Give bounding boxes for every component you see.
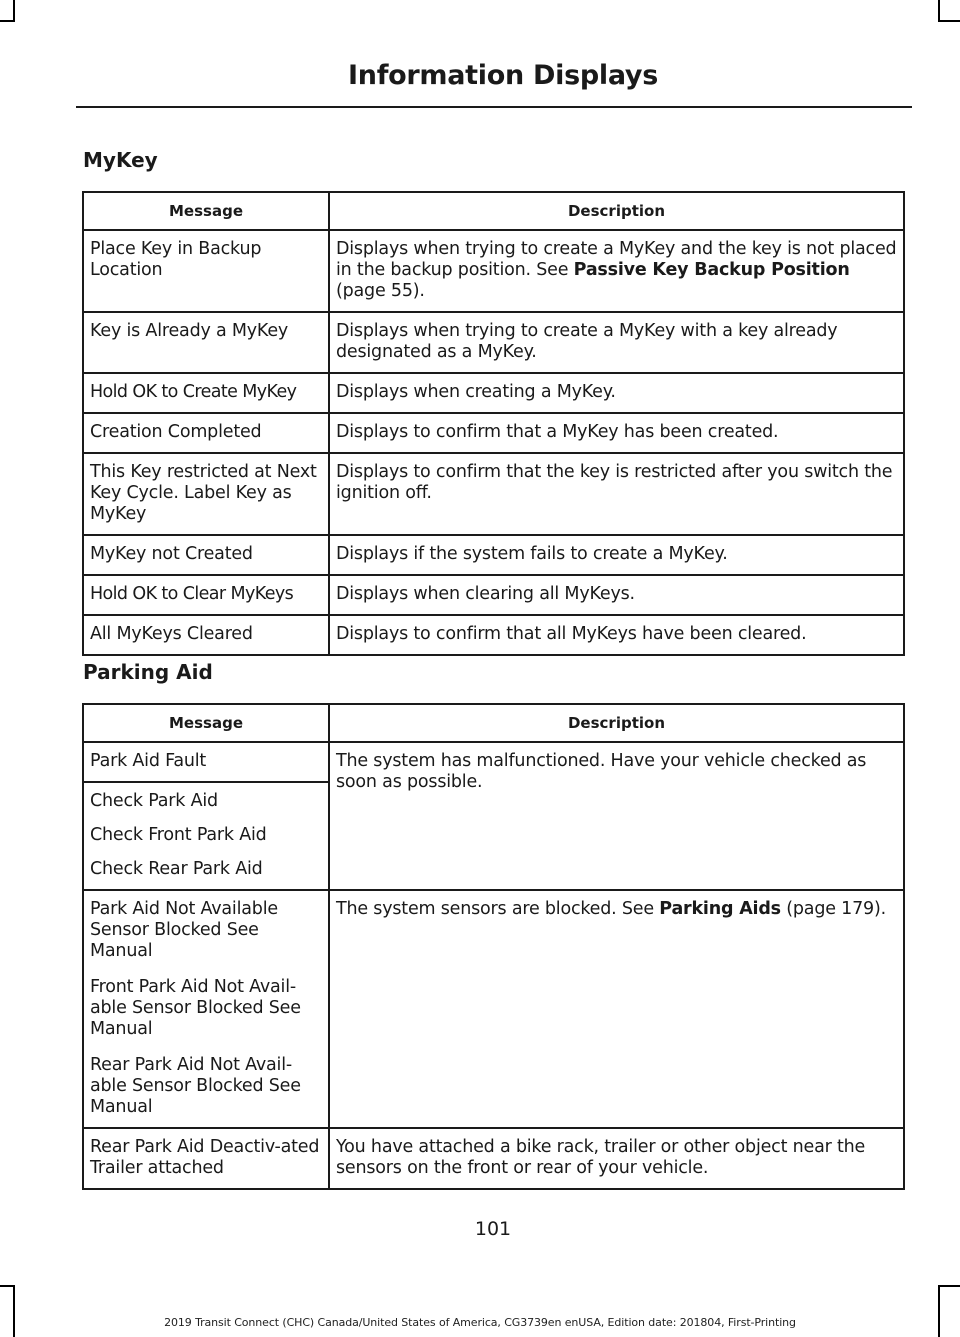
crop-mark-bottom-left-vertical: [13, 1285, 15, 1337]
description-cell: You have attached a bike rack, trailer or other object near the sensors on the front or rear of your vehicle.: [329, 1128, 904, 1189]
crop-mark-top-left-horizontal: [0, 20, 15, 22]
table-header-row: [83, 192, 904, 230]
cross-reference: Parking Aids: [659, 899, 781, 919]
message-cell: Check Rear Park Aid: [83, 851, 329, 890]
mykey-table: [82, 191, 905, 656]
page-reference: (page 179).: [780, 899, 886, 919]
cross-reference: Passive Key Backup Position: [573, 260, 850, 280]
message-line: Rear Park Aid Not Avail-able Sensor Blocked See Manual: [90, 1055, 301, 1117]
message-line: Park Aid Not Available Sensor Blocked See Manual: [90, 899, 278, 961]
description-cell: Displays when clearing all MyKeys.: [329, 575, 904, 615]
table-row: [83, 230, 904, 312]
message-line: Front Park Aid Not Avail-able Sensor Blocked See Manual: [90, 977, 301, 1039]
message-cell: Park Aid Fault: [83, 742, 329, 782]
message-cell: Creation Completed: [83, 413, 329, 453]
message-cell: Hold OK to Clear MyKeys: [83, 575, 329, 615]
message-cell: Check Park Aid: [83, 782, 329, 817]
crop-mark-top-right-vertical: [938, 0, 940, 20]
parking-aid-table: [82, 703, 905, 1190]
message-cell: Place Key in Backup Location: [83, 230, 329, 312]
description-cell: The system has malfunctioned. Have your vehicle checked as soon as possible.: [329, 742, 904, 890]
footer-edition-info: 2019 Transit Connect (CHC) Canada/United States of America, CG3739en enUSA, Edition date: 201804, First-Printing: [164, 1316, 796, 1329]
crop-mark-bottom-right-horizontal: [938, 1285, 960, 1287]
description-cell: Displays to confirm that the key is restricted after you switch the ignition off.: [329, 453, 904, 535]
message-cell: Hold OK to Create MyKey: [83, 373, 329, 413]
header-rule: [76, 106, 912, 108]
table-row: [83, 373, 904, 413]
page-number: 101: [474, 1218, 512, 1240]
column-header-description: Description: [329, 704, 904, 742]
description-cell: Displays if the system fails to create a MyKey.: [329, 535, 904, 575]
table-row: [83, 615, 904, 655]
mykey-heading: MyKey: [83, 148, 158, 172]
crop-mark-bottom-right-vertical: [938, 1285, 940, 1337]
table-row: [83, 312, 904, 373]
message-cell: Rear Park Aid Deactiv-ated Trailer attached: [83, 1128, 329, 1189]
table-header-row: [83, 704, 904, 742]
description-cell: Displays when creating a MyKey.: [329, 373, 904, 413]
column-header-message: Message: [83, 192, 329, 230]
column-header-description: Description: [329, 192, 904, 230]
message-cell: MyKey not Created: [83, 535, 329, 575]
parking-aid-heading: Parking Aid: [83, 660, 213, 684]
message-cell: All MyKeys Cleared: [83, 615, 329, 655]
message-cell: [83, 890, 329, 1128]
table-row: [83, 535, 904, 575]
description-cell: Displays to confirm that a MyKey has been created.: [329, 413, 904, 453]
description-cell: Displays when trying to create a MyKey with a key already designated as a MyKey.: [329, 312, 904, 373]
crop-mark-top-left-vertical: [13, 0, 15, 20]
table-row: [83, 1128, 904, 1189]
table-row: [83, 890, 904, 1128]
page-title: Information Displays: [348, 60, 658, 91]
table-row: [83, 453, 904, 535]
table-row: [83, 742, 904, 782]
crop-mark-bottom-left-horizontal: [0, 1285, 15, 1287]
table-row: [83, 413, 904, 453]
message-cell: Key is Already a MyKey: [83, 312, 329, 373]
column-header-message: Message: [83, 704, 329, 742]
description-cell: [329, 890, 904, 1128]
page-reference: (page 55).: [336, 281, 425, 301]
description-text: Displays when trying to create a MyKey and the key is not placed in the backup position. See: [336, 239, 897, 280]
table-row: [83, 575, 904, 615]
message-cell: Check Front Park Aid: [83, 817, 329, 851]
description-cell: Displays to confirm that all MyKeys have been cleared.: [329, 615, 904, 655]
crop-mark-top-right-horizontal: [938, 20, 960, 22]
description-cell: [329, 230, 904, 312]
message-cell: This Key restricted at Next Key Cycle. Label Key as MyKey: [83, 453, 329, 535]
description-text: The system sensors are blocked. See: [336, 899, 660, 919]
